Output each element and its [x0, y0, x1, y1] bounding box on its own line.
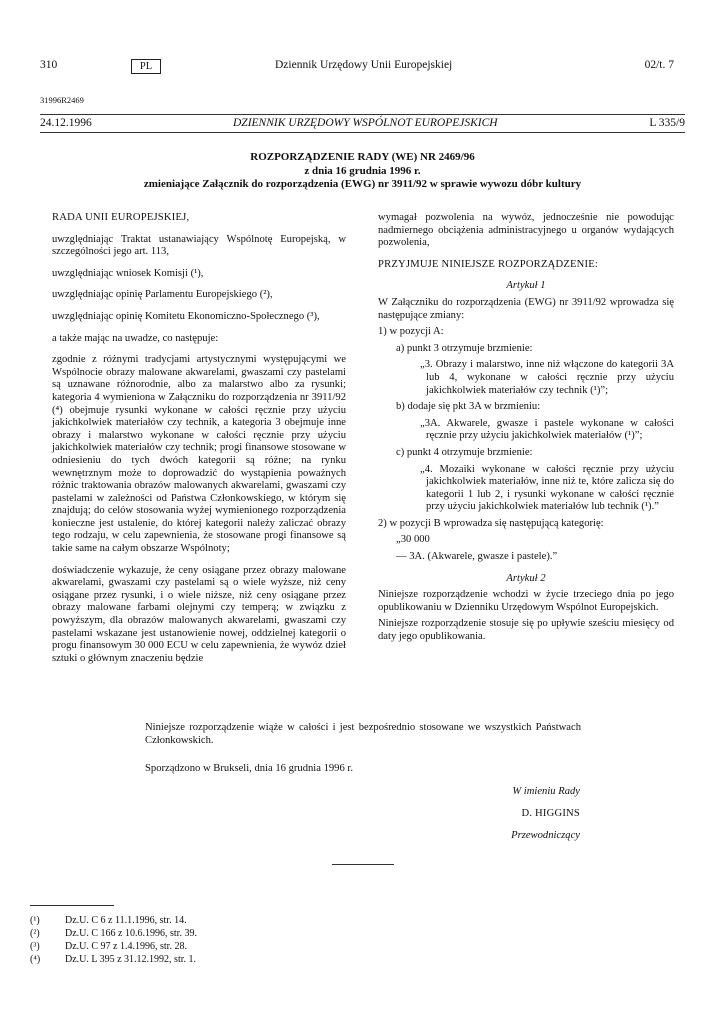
title-line-1: ROZPORZĄDZENIE RADY (WE) NR 2469/96 — [250, 151, 475, 163]
amendment-item-2-text: — 3A. (Akwarele, gwasze i pastele).” — [396, 551, 558, 563]
header-rule-top — [40, 114, 685, 115]
page-number: 310 — [40, 59, 58, 71]
footnote-4: (⁴) Dz.U. L 395 z 31.12.1992, str. 1. — [30, 954, 197, 965]
volume-label: 02/t. 7 — [644, 59, 674, 71]
signatory-name: D. HIGGINS — [521, 808, 580, 819]
whereas-1: zgodnie z różnymi tradycjami artystycznymi występującymi we Wspólnocie obrazy malowane akwarelami, gwaszami czy pastelami są uznawane różnorodnie, albo za malarstwo albo za rysunki; kategoria 4 wymieniona w Załączniku do rozporządzenia nr 3911/92 (⁴) obejmuje rysunki wykonane w całości ręcznie przy użyciu jakichkolwiek materiałów czy technik, a kategoria 3 obejmuje inne obrazy i malarstwo wykonane w całości ręcznie przy użyciu jakichkolwiek materiałów czy technik; progi finansowe stosowane w odniesieniu do tych dwóch kategorii są różne; na rynku wewnętrznym może to doprowadzić do wystąpienia poważnych różnic traktowania obrazów malowanych akwarelami, gwaszami czy pastelami w zależności od Państwa Członkowskiego, w którym się znajdują; do celów stosowania wyżej wymienionego rozporządzenia konieczne jest ustalenie, do której kategorii należy zaliczać obrazy tego rodzaju, w celu zapewnienia, że stosowane progi finansowe są takie same na całym obszarze Wspólnoty; — [52, 354, 346, 555]
celex-number: 31996R2469 — [40, 95, 84, 105]
whereas-intro: a także mając na uwadze, co następuje: — [52, 332, 219, 344]
footnote-2: (²) Dz.U. C 166 z 10.6.1996, str. 39. — [30, 928, 197, 939]
whereas-2: doświadczenie wykazuje, że ceny osiągane przez obrazy malowane akwarelami, gwaszami czy pastelami są o wiele wyższe, niż ceny osiągane przez rysunki, i o wiele niższe, niż ceny osiągane przez obrazy malowane farbami olejnymi czy temperą; w związku z powyższym, dla obrazów malowanych akwarelami, gwaszami czy pastelami wskazane jest ustanowienie nowej, oddzielnej kategorii o progu finansowym 30 000 ECU w celu zapewnienia, że wywóz dzieł sztuki o głównym znaczeniu będzie — [52, 564, 346, 664]
amendment-item-1c-text: „4. Mozaiki wykonane w całości ręcznie przy użyciu jakichkolwiek materiałów, inne niż te, które zalicza się do kategorii 1 lub 2, i rysunki wykonane w całości ręcznie przy użyciu jakichkolwiek materiałów lub technik (¹).” — [420, 463, 674, 513]
recital-parliament: uwzględniając opinię Parlamentu Europejskiego (²), — [52, 289, 273, 301]
amendment-item-1b-text: „3A. Akwarele, gwasze i pastele wykonane w całości ręcznie przy użyciu jakichkolwiek materiałów (¹)”; — [420, 417, 674, 442]
closing-block — [145, 722, 581, 785]
amendment-item-1a: a) punkt 3 otrzymuje brzmienie: — [396, 342, 533, 354]
done-at: Sporządzono w Brukseli, dnia 16 grudnia 1996 r. — [145, 763, 354, 775]
article-2-entry-force: Niniejsze rozporządzenie wchodzi w życie trzeciego dnia po jego opublikowaniu w Dzienniku Urzędowym Wspólnot Europejskich. — [378, 589, 674, 613]
signature-for-council: W imieniu Rady — [512, 786, 580, 797]
footnote-3: (³) Dz.U. C 97 z 1.4.1996, str. 28. — [30, 941, 187, 952]
council-heading: RADA UNII EUROPEJSKIEJ, — [52, 212, 190, 223]
right-column — [378, 212, 674, 648]
amendment-item-1b: b) dodaje się pkt 3A w brzmieniu: — [396, 401, 541, 413]
adopts-heading: PRZYJMUJE NINIEJSZE ROZPORZĄDZENIE: — [378, 258, 599, 270]
original-journal: DZIENNIK URZĘDOWY WSPÓLNOT EUROPEJSKICH — [233, 117, 498, 129]
amendment-item-2: 2) w pozycji B wprowadza się następującą kategorię: — [378, 517, 604, 529]
amendment-item-1: 1) w pozycji A: — [378, 326, 444, 338]
amendment-item-1a-text: „3. Obrazy i malarstwo, inne niż włączone do kategorii 3A lub 4, wykonane w całości ręcznie przy użyciu jakichkolwiek materiałów czy technik (¹)”; — [420, 359, 674, 396]
whereas-2-cont: wymagał pozwolenia na wywóz, jednocześnie nie powodując nadmiernego obciążenia administracyjnego u organów wydających pozwolenia, — [378, 212, 674, 249]
recital-commission: uwzględniając wniosek Komisji (¹), — [52, 267, 204, 279]
recital-committee: uwzględniając opinię Komitetu Ekonomiczno-Społecznego (³), — [52, 310, 320, 322]
language-badge: PL — [131, 59, 161, 74]
title-line-3: zmieniające Załącznik do rozporządzenia (EWG) nr 3911/92 w sprawie wywozu dóbr kultury — [143, 178, 582, 190]
amendment-item-2-value: „30 000 — [396, 534, 430, 546]
issue-number: L 335/9 — [649, 117, 685, 129]
regulation-title — [40, 151, 685, 192]
end-rule — [332, 864, 394, 865]
signatory-role: Przewodniczący — [511, 830, 580, 841]
left-column — [52, 212, 346, 674]
footnote-1: (¹) Dz.U. C 6 z 11.1.1996, str. 14. — [30, 915, 187, 926]
publication-date: 24.12.1996 — [40, 117, 92, 129]
title-line-2: z dnia 16 grudnia 1996 r. — [304, 164, 421, 177]
article-2-heading: Artykuł 2 — [506, 572, 546, 584]
header-rule-bottom — [40, 132, 685, 133]
article-2-application: Niniejsze rozporządzenie stosuje się po upływie sześciu miesięcy od daty jego opublikowania. — [378, 618, 674, 643]
recital-treaty: uwzględniając Traktat ustanawiający Wspólnotę Europejską, w szczególności jego art. 113, — [52, 233, 346, 258]
article-1-intro: W Załączniku do rozporządzenia (EWG) nr 3911/92 wprowadza się następujące zmiany: — [378, 296, 674, 321]
journal-title: Dziennik Urzędowy Unii Europejskiej — [275, 59, 453, 71]
footnote-rule — [30, 905, 114, 906]
article-1-heading: Artykuł 1 — [506, 280, 546, 292]
amendment-item-1c: c) punkt 4 otrzymuje brzmienie: — [396, 446, 533, 458]
binding-clause: Niniejsze rozporządzenie wiąże w całości i jest bezpośrednio stosowane we wszystkich Państwach Członkowskich. — [145, 722, 581, 746]
